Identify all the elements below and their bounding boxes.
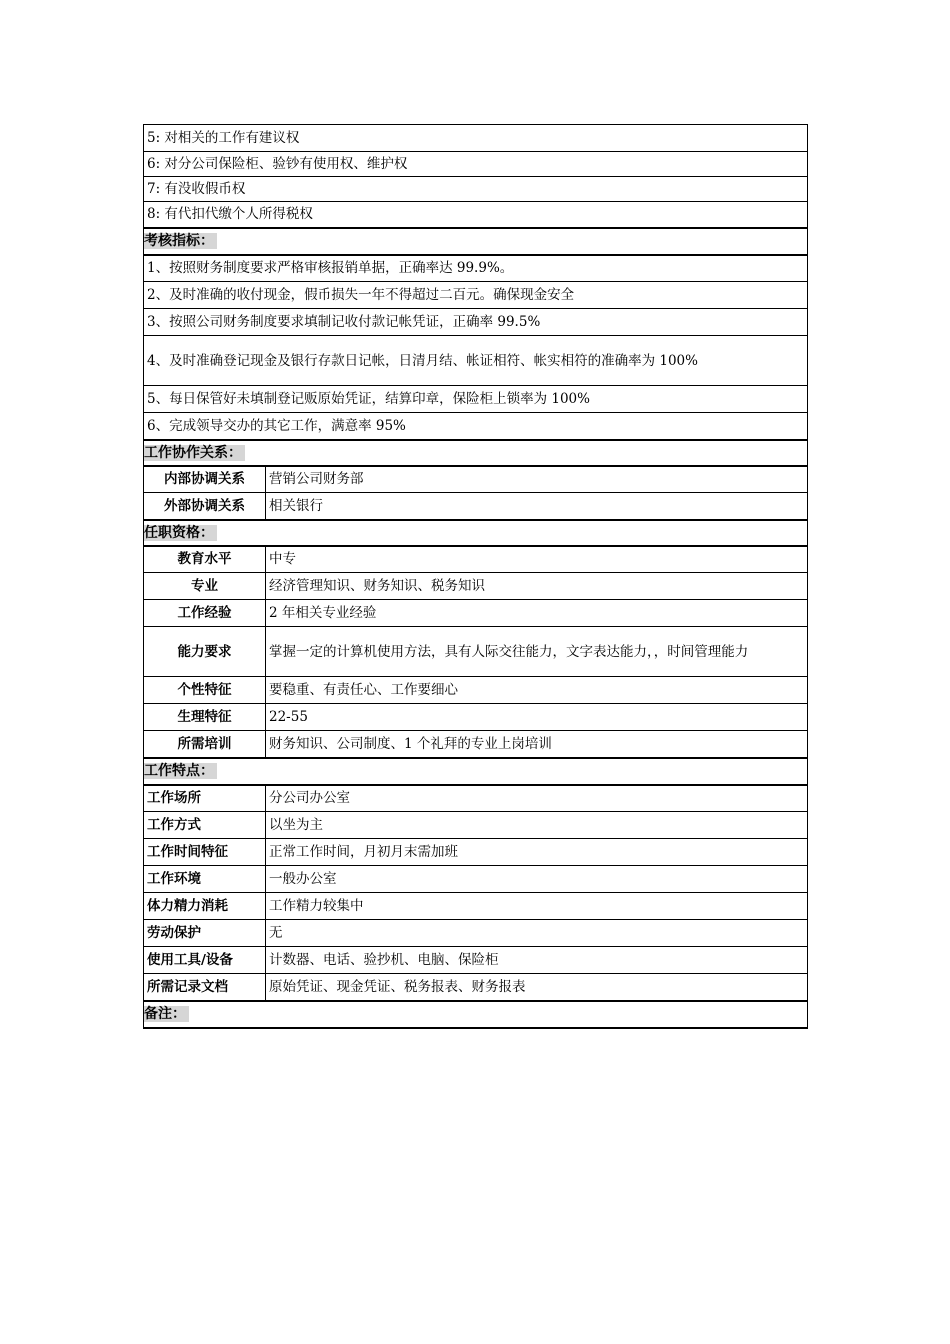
qualification-row bbox=[144, 627, 808, 677]
kpi-row bbox=[144, 386, 808, 413]
features-section-header bbox=[144, 758, 808, 785]
row-value: 2 年相关专业经验 bbox=[266, 600, 808, 627]
features-row bbox=[144, 893, 808, 920]
kpi-item: 3、按照公司财务制度要求填制记收付款记帐凭证，正确率 99.5% bbox=[144, 309, 808, 336]
row-label: 所需记录文档 bbox=[144, 974, 266, 1001]
authority-item: 8: 有代扣代缴个人所得税权 bbox=[144, 202, 808, 228]
row-label: 外部协调关系 bbox=[144, 493, 266, 520]
features-row bbox=[144, 812, 808, 839]
row-label: 个性特征 bbox=[144, 677, 266, 704]
authority-item: 7: 有没收假币权 bbox=[144, 177, 808, 202]
row-value: 分公司办公室 bbox=[266, 785, 808, 812]
authority-item: 5: 对相关的工作有建议权 bbox=[144, 125, 808, 152]
kpi-section-header bbox=[144, 228, 808, 255]
features-row bbox=[144, 866, 808, 893]
qualification-section-header bbox=[144, 520, 808, 546]
qualification-title: 任职资格： bbox=[144, 525, 217, 541]
row-label: 生理特征 bbox=[144, 704, 266, 731]
row-label: 使用工具/设备 bbox=[144, 947, 266, 974]
row-label: 专业 bbox=[144, 573, 266, 600]
authority-item: 6: 对分公司保险柜、验钞有使用权、维护权 bbox=[144, 152, 808, 177]
row-value: 营销公司财务部 bbox=[266, 466, 808, 493]
features-title: 工作特点： bbox=[144, 763, 217, 779]
qualification-row bbox=[144, 573, 808, 600]
row-label: 工作时间特征 bbox=[144, 839, 266, 866]
features-row bbox=[144, 839, 808, 866]
cooperation-title: 工作协作关系： bbox=[144, 445, 245, 461]
row-label: 工作方式 bbox=[144, 812, 266, 839]
notes-title: 备注： bbox=[144, 1006, 189, 1022]
qualification-row bbox=[144, 704, 808, 731]
row-label: 内部协调关系 bbox=[144, 466, 266, 493]
kpi-item: 6、完成领导交办的其它工作，满意率 95% bbox=[144, 413, 808, 440]
row-value: 正常工作时间，月初月末需加班 bbox=[266, 839, 808, 866]
authority-row bbox=[144, 125, 808, 152]
row-label: 教育水平 bbox=[144, 546, 266, 573]
features-row bbox=[144, 785, 808, 812]
kpi-item: 5、每日保管好未填制登记贩原始凭证，结算印章，保险柜上锁率为 100% bbox=[144, 386, 808, 413]
authority-row bbox=[144, 177, 808, 202]
row-label: 体力精力消耗 bbox=[144, 893, 266, 920]
kpi-row bbox=[144, 282, 808, 309]
kpi-row bbox=[144, 309, 808, 336]
row-label: 劳动保护 bbox=[144, 920, 266, 947]
row-label: 工作环境 bbox=[144, 866, 266, 893]
row-value: 以坐为主 bbox=[266, 812, 808, 839]
cooperation-row bbox=[144, 493, 808, 520]
notes-section-header bbox=[144, 1001, 808, 1028]
row-value: 22-55 bbox=[266, 704, 808, 731]
kpi-item: 1、按照财务制度要求严格审核报销单据，正确率达 99.9%。 bbox=[144, 255, 808, 282]
qualification-row bbox=[144, 677, 808, 704]
features-row bbox=[144, 947, 808, 974]
row-value: 经济管理知识、财务知识、税务知识 bbox=[266, 573, 808, 600]
features-row bbox=[144, 974, 808, 1001]
cooperation-row bbox=[144, 466, 808, 493]
row-value: 要稳重、有责任心、工作要细心 bbox=[266, 677, 808, 704]
authority-row bbox=[144, 202, 808, 228]
row-value: 原始凭证、现金凭证、税务报表、财务报表 bbox=[266, 974, 808, 1001]
row-value: 中专 bbox=[266, 546, 808, 573]
job-description-table bbox=[143, 124, 808, 1029]
kpi-row bbox=[144, 336, 808, 386]
cooperation-section-header bbox=[144, 440, 808, 466]
authority-row bbox=[144, 152, 808, 177]
row-value: 相关银行 bbox=[266, 493, 808, 520]
row-label: 所需培训 bbox=[144, 731, 266, 758]
row-value: 无 bbox=[266, 920, 808, 947]
row-value: 掌握一定的计算机使用方法，具有人际交往能力，文字表达能力，，时间管理能力 bbox=[266, 627, 808, 677]
row-label: 能力要求 bbox=[144, 627, 266, 677]
qualification-row bbox=[144, 731, 808, 758]
qualification-row bbox=[144, 546, 808, 573]
features-row bbox=[144, 920, 808, 947]
qualification-row bbox=[144, 600, 808, 627]
row-value: 一般办公室 bbox=[266, 866, 808, 893]
row-value: 计数器、电话、验抄机、电脑、保险柜 bbox=[266, 947, 808, 974]
row-value: 工作精力较集中 bbox=[266, 893, 808, 920]
row-value: 财务知识、公司制度、1 个礼拜的专业上岗培训 bbox=[266, 731, 808, 758]
row-label: 工作经验 bbox=[144, 600, 266, 627]
kpi-row bbox=[144, 255, 808, 282]
kpi-title: 考核指标： bbox=[144, 233, 217, 249]
row-label: 工作场所 bbox=[144, 785, 266, 812]
kpi-row bbox=[144, 413, 808, 440]
kpi-item: 2、及时准确的收付现金，假币损失一年不得超过二百元。确保现金安全 bbox=[144, 282, 808, 309]
kpi-item: 4、及时准确登记现金及银行存款日记帐，日清月结、帐证相符、帐实相符的准确率为 100% bbox=[144, 336, 808, 386]
